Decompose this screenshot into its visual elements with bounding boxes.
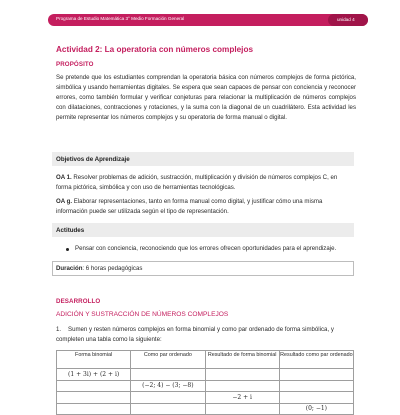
table-cell	[131, 403, 205, 415]
objective-oag	[56, 197, 354, 216]
objective-oa1	[56, 173, 354, 192]
table-cell	[57, 380, 131, 392]
program-title: Programa de Estudio Matemática 3° Medio Formación General	[56, 16, 185, 21]
table-header-cell: Resultado de forma binomial	[205, 351, 279, 369]
oa1-text: Resolver problemas de adición, sustracción, multiplicación y división de números complejos C, en forma pictórica, simbólica y con uso de herramientas tecnológicas.	[56, 174, 338, 191]
development-heading: DESARROLLO	[56, 298, 101, 305]
attitudes-heading: Actitudes	[56, 227, 85, 234]
table-header-row	[57, 351, 354, 369]
page-header	[48, 14, 368, 26]
instruction-item-1	[56, 325, 356, 344]
oag-code: OA g.	[56, 198, 73, 205]
table-cell: (−2; 4) − (3; −8)	[131, 380, 205, 392]
section-subheading: ADICIÓN Y SUSTRACCIÓN DE NÚMEROS COMPLEJOS	[56, 311, 229, 318]
table-cell: (1 + 3i) + (2 + i)	[57, 369, 131, 381]
table-cell	[131, 392, 205, 404]
purpose-paragraph: Se pretende que los estudiantes comprendan la operatoria básica con números complejos de forma pictórica, simbólica y usando herramientas digitales. Se espera que sean capaces de pensar con conciencia y reconocer errores, como también formular y verificar conjeturas para relacionar la multiplicación de números complejos con dilataciones, contracciones y rotaciones, y la suma con la diagonal de un cuadrilátero. Esta actividad les permite representar los números complejos y su operatoria de forma manual o digital.	[56, 74, 356, 121]
table-cell	[205, 369, 279, 381]
instruction-number: 1.	[56, 326, 62, 333]
table-header-cell: Forma binomial	[57, 351, 131, 369]
duration-text	[56, 265, 142, 272]
purpose-heading: PROPÓSITO	[56, 61, 94, 68]
table-cell: −2 + i	[205, 392, 279, 404]
table-cell	[131, 369, 205, 381]
unit-label: unidad 4	[337, 16, 355, 22]
table-cell	[57, 403, 131, 415]
table-cell	[279, 392, 353, 404]
table-row	[57, 392, 354, 404]
attitudes-heading-box	[52, 223, 354, 237]
table-cell	[57, 392, 131, 404]
table-cell	[205, 380, 279, 392]
oa1-code: OA 1.	[56, 174, 72, 181]
table-row	[57, 380, 354, 392]
activity-title: Actividad 2: La operatoria con números complejos	[56, 45, 253, 54]
table-cell: (0; −1)	[279, 403, 353, 415]
instruction-text: Sumen y resten números complejos en forma binomial y como par ordenado de forma simbólica, y completen una tabla como la siguiente:	[56, 326, 334, 343]
unit-tab	[328, 14, 368, 26]
operations-table	[56, 350, 354, 415]
table-cell	[205, 403, 279, 415]
duration-value: : 6 horas pedagógicas	[82, 265, 143, 272]
duration-label: Duración	[56, 265, 83, 272]
table-cell	[279, 380, 353, 392]
objectives-heading-box	[52, 152, 354, 166]
bullet-icon	[66, 248, 69, 251]
table-header-cell: Resultado como par ordenado	[279, 351, 353, 369]
oag-text: Elaborar representaciones, tanto en forma manual como digital, y justificar cómo una misma información puede ser utilizada según el tipo de representación.	[56, 198, 323, 215]
attitude-item: Pensar con conciencia, reconociendo que los errores ofrecen oportunidades para el aprendizaje.	[75, 245, 337, 252]
objectives-heading: Objetivos de Aprendizaje	[56, 156, 130, 163]
table-row	[57, 369, 354, 381]
table-row	[57, 403, 354, 415]
duration-box	[52, 261, 354, 276]
table-cell	[279, 369, 353, 381]
table-header-cell: Como par ordenado	[131, 351, 205, 369]
